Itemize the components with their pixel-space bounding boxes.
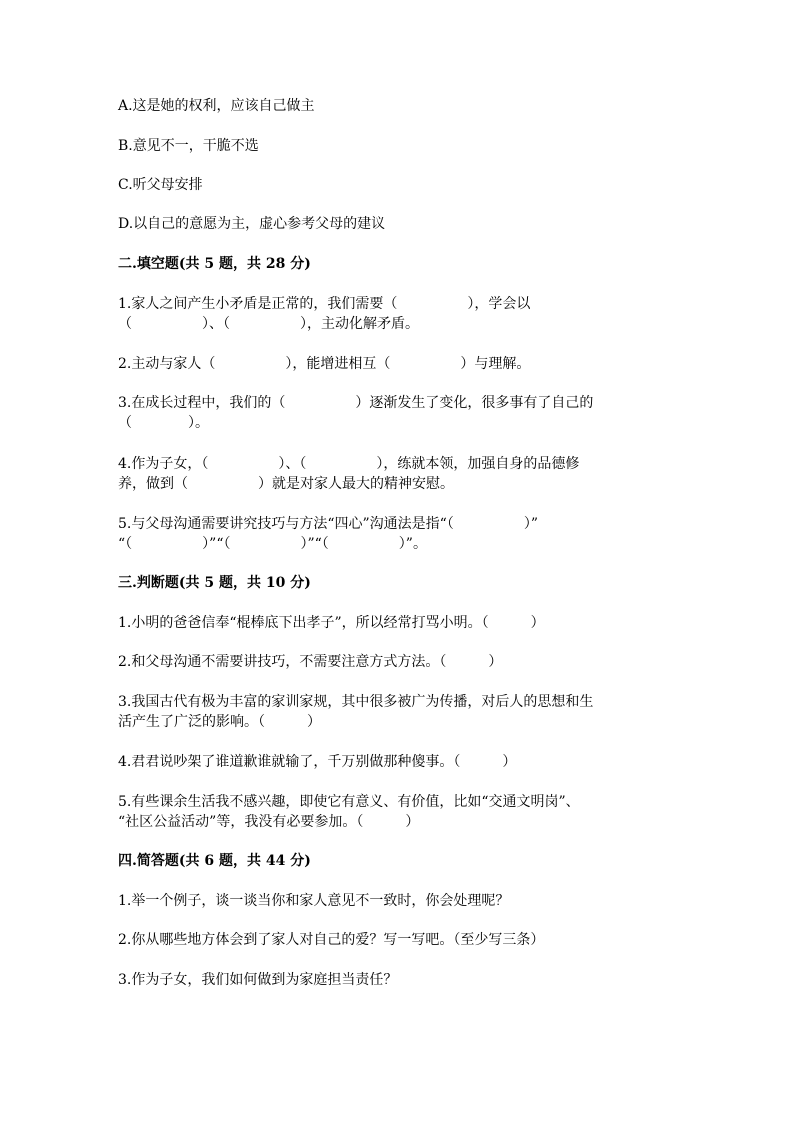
option-b: B.意见不一，干脆不选	[118, 138, 259, 154]
section-heading-short: 四.简答题(共 6 题，共 44 分)	[118, 853, 311, 869]
fill-question-4-line-2: 养，做到（ ）就是对家人最大的精神安慰。	[118, 476, 454, 492]
judge-question-2-line-1: 2.和父母沟通不需要讲技巧，不需要注意方式方法。（ ）	[118, 654, 503, 670]
option-d: D.以自己的意愿为主，虚心参考父母的建议	[118, 216, 386, 232]
section-heading-judge: 三.判断题(共 5 题，共 10 分)	[118, 575, 311, 591]
section-heading-fill: 二.填空题(共 5 题，共 28 分)	[118, 256, 311, 272]
judge-question-3-line-2: 活产生了广泛的影响。（ ）	[118, 714, 321, 730]
short-question-3-line-1: 3.作为子女，我们如何做到为家庭担当责任？	[118, 972, 398, 988]
option-c: C.听父母安排	[118, 177, 203, 193]
judge-question-5-line-2: “社区公益活动”等，我没有必要参加。（ ）	[118, 814, 420, 830]
fill-question-5-line-2: “（ ）”“（ ）”“（ ）”。	[118, 536, 427, 552]
fill-question-4-line-1: 4.作为子女，（ ）、（ ），练就本领，加强自身的品德修	[118, 456, 580, 472]
short-question-1-line-1: 1.举一个例子，谈一谈当你和家人意见不一致时，你会处理呢？	[118, 893, 510, 909]
fill-question-2-line-1: 2.主动与家人（ ），能增进相互（ ）与理解。	[118, 356, 531, 372]
short-question-2-line-1: 2.你从哪些地方体会到了家人对自己的爱？写一写吧。（至少写三条）	[118, 932, 545, 948]
judge-question-5-line-1: 5.有些课余生活我不感兴趣，即使它有意义、有价值，比如“交通文明岗”、	[118, 794, 580, 810]
fill-question-3-line-2: （ ）。	[118, 415, 209, 431]
fill-question-1-line-2: （ ）、（ ），主动化解矛盾。	[118, 316, 419, 332]
option-a: A.这是她的权利，应该自己做主	[118, 98, 315, 114]
fill-question-1-line-1: 1.家人之间产生小矛盾是正常的，我们需要（ ），学会以	[118, 296, 531, 312]
judge-question-4-line-1: 4.君君说吵架了谁道歉谁就输了，千万别做那种傻事。（ ）	[118, 754, 517, 770]
judge-question-1-line-1: 1.小明的爸爸信奉“棍棒底下出孝子”，所以经常打骂小明。（ ）	[118, 615, 545, 631]
fill-question-3-line-1: 3.在成长过程中，我们的（ ）逐渐发生了变化，很多事有了自己的	[118, 395, 594, 411]
fill-question-5-line-1: 5.与父母沟通需要讲究技巧与方法“四心”沟通法是指“（ ）”	[118, 516, 538, 532]
judge-question-3-line-1: 3.我国古代有极为丰富的家训家规，其中很多被广为传播，对后人的思想和生	[118, 694, 594, 710]
